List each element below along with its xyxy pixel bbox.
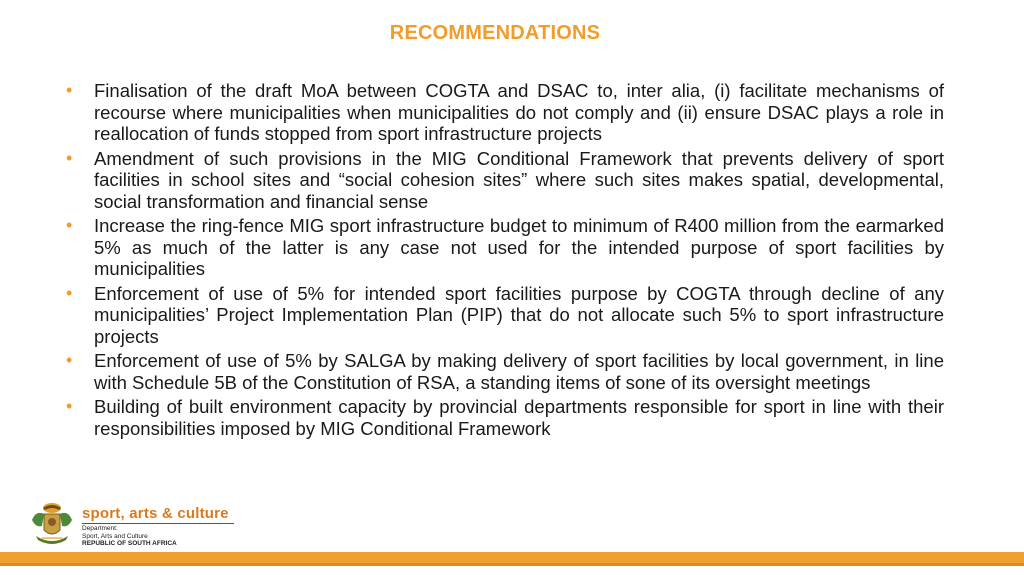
footer-band bbox=[0, 552, 1024, 563]
footer-band-shadow bbox=[0, 563, 1024, 566]
bullet-icon: • bbox=[66, 147, 73, 168]
bullet-icon: • bbox=[66, 350, 73, 370]
bullet-icon: • bbox=[66, 80, 73, 100]
bullet-icon: • bbox=[66, 282, 73, 303]
dept-line-1: Department: bbox=[82, 525, 118, 532]
slide-title: RECOMMENDATIONS bbox=[389, 22, 601, 44]
bullet-icon: • bbox=[66, 215, 73, 235]
bullet-text: Building of built environment capacity by provincial departments responsible for sport in line with their responsibilities imposed by MIG Conditional Framework bbox=[94, 396, 944, 439]
bullet-text: Enforcement of use of 5% for intended sport facilities purpose by COGTA through decline of any municipalities’ Project Implementation Plan (PIP) that do not allocate such 5% to sport infrastructure projects bbox=[94, 282, 944, 347]
bullet-text: Finalisation of the draft MoA between COGTA and DSAC to, inter alia, (i) facilitate mechanisms of recourse where municipalities when municipalities do not comply and (ii) ensure DSAC plays a role in reallocation of funds stopped from sport infrastructure projects bbox=[94, 80, 944, 144]
dept-line-2: Sport, Arts and Culture bbox=[82, 532, 148, 540]
dept-line-3: REPUBLIC OF SOUTH AFRICA bbox=[82, 540, 177, 547]
list-item bbox=[66, 283, 944, 348]
list-item bbox=[66, 148, 944, 213]
coat-of-arms-icon bbox=[26, 500, 78, 548]
list-item bbox=[66, 80, 944, 145]
footer-divider bbox=[82, 523, 234, 524]
list-item bbox=[66, 350, 944, 393]
footer-department bbox=[82, 525, 177, 548]
bullet-text: Amendment of such provisions in the MIG Conditional Framework that prevents delivery of sport facilities in school sites and “social cohesion sites” where such sites makes spatial, developmental, social transformation and financial sense bbox=[94, 147, 944, 212]
list-item bbox=[66, 396, 944, 439]
list-item bbox=[66, 215, 944, 280]
bullet-text: Enforcement of use of 5% by SALGA by making delivery of sport facilities by local government, in line with Schedule 5B of the Constitution of RSA, a standing items of sone of its oversight meetings bbox=[94, 350, 944, 393]
recommendations-list bbox=[66, 80, 944, 442]
bullet-icon: • bbox=[66, 396, 73, 416]
footer-brand: sport, arts & culture bbox=[82, 505, 229, 522]
bullet-text: Increase the ring-fence MIG sport infrastructure budget to minimum of R400 million from the earmarked 5% as much of the latter is any case not used for the intended purpose of sport facilities by municipalities bbox=[94, 215, 944, 279]
